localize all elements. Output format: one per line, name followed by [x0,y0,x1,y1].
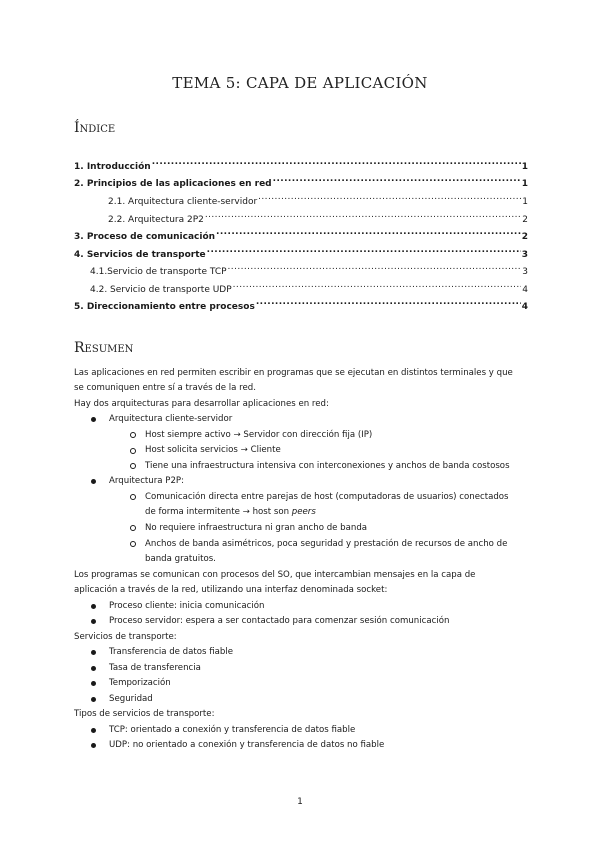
hollow-bullet-icon [130,525,136,531]
toc-entry-label: 4.2. Servicio de transporte UDP [90,285,232,295]
toc-leader [216,225,521,239]
list-item: Anchos de banda asimétricos, poca seguridad y prestación de recursos de ancho de [145,539,508,549]
bullet-icon [91,417,96,422]
toc-entry-label: 2.1. Arquitectura cliente-servidor [108,197,258,207]
toc-entry-label: 2. Principios de las aplicaciones en red [74,179,272,189]
bullet-icon [91,666,96,671]
bullet-icon [91,681,96,686]
toc-entry-label: 3. Proceso de comunicación [74,232,216,242]
toc-entry-page: 1 [521,162,528,172]
bullet-icon [91,604,96,609]
paragraph-line: Hay dos arquitecturas para desarrollar aplicaciones en red: [74,399,329,409]
toc-entry[interactable] [108,190,528,207]
list-item: Arquitectura P2P: [109,476,185,486]
hollow-bullet-icon [130,494,136,500]
toc-entry-page: 4 [521,302,528,312]
toc-entry-page: 1 [522,197,528,207]
bullet-icon [91,743,96,748]
toc-leader [256,295,521,309]
toc-entry[interactable] [108,208,528,225]
list-item: Proceso cliente: inicia comunicación [109,601,265,611]
toc-leader [207,243,521,257]
hollow-bullet-icon [130,463,136,469]
list-item: Seguridad [109,694,153,704]
toc-entry[interactable] [74,155,528,172]
list-item: Arquitectura cliente-servidor [109,414,233,424]
peers-term: peers [291,507,316,517]
toc-entry-label: 1. Introducción [74,162,151,172]
page-number: 1 [297,797,303,807]
list-item: Comunicación directa entre parejas de host (computadoras de usuarios) conectados [145,492,509,502]
toc-entry-page: 2 [521,232,528,242]
toc-leader [228,260,522,274]
list-item: Host siempre activo → Servidor con dirección fija (IP) [145,430,373,440]
hollow-bullet-icon [130,432,136,438]
bullet-icon [91,479,96,484]
summary-heading: Resumen [74,340,134,356]
list-item-text: de forma intermitente → host son [145,507,292,517]
paragraph-line: Los programas se comunican con procesos del SO, que intercambian mensajes en la capa de [74,570,476,580]
paragraph-line: aplicación a través de la red, utilizando una interfaz denominada socket: [74,585,388,595]
toc-entry-label: 4. Servicios de transporte [74,250,206,260]
toc-entry[interactable] [74,225,528,242]
toc-leader [273,172,521,186]
toc-entry[interactable] [74,243,528,260]
toc-leader [152,155,521,169]
toc-entry[interactable] [90,278,528,295]
toc-entry[interactable] [74,295,528,312]
list-item: Tasa de transferencia [109,663,201,673]
list-item-continuation: banda gratuitos. [145,554,216,564]
paragraph-line: Las aplicaciones en red permiten escribir en programas que se ejecutan en distintos terminales y que [74,368,513,378]
list-item: UDP: no orientado a conexión y transferencia de datos no fiable [109,740,385,750]
toc-entry-label: 4.1.Servicio de transporte TCP [90,267,227,277]
toc-leader [258,190,521,204]
list-item: TCP: orientado a conexión y transferencia de datos fiable [109,725,356,735]
toc-entry[interactable] [74,172,528,189]
toc-leader [233,278,522,292]
index-heading: Índice [74,120,116,136]
list-item: Proceso servidor: espera a ser contactado para comenzar sesión comunicación [109,616,450,626]
toc-entry-page: 4 [522,285,528,295]
document-title: TEMA 5: CAPA DE APLICACIÓN [172,74,428,92]
hollow-bullet-icon [130,541,136,547]
toc-entry-label: 2.2. Arquitectura 2P2 [108,215,204,225]
toc-leader [205,208,521,222]
hollow-bullet-icon [130,448,136,454]
bullet-icon [91,697,96,702]
list-item-continuation [145,505,316,521]
list-item: No requiere infraestructura ni gran ancho de banda [145,523,368,533]
toc-entry-label: 5. Direccionamiento entre procesos [74,302,255,312]
paragraph-line: se comuniquen entre sí a través de la red. [74,383,256,393]
bullet-icon [91,619,96,624]
toc-entry-page: 1 [521,179,528,189]
list-item: Transferencia de datos fiable [109,647,234,657]
paragraph-line: Tipos de servicios de transporte: [74,709,215,719]
toc-entry-page: 2 [522,215,528,225]
list-item: Host solicita servicios → Cliente [145,445,281,455]
toc-entry-page: 3 [521,250,528,260]
list-item: Tiene una infraestructura intensiva con interconexiones y anchos de banda costosos [145,461,510,471]
bullet-icon [91,728,96,733]
toc-entry-page: 3 [522,267,528,277]
toc-entry[interactable] [90,260,528,277]
bullet-icon [91,650,96,655]
paragraph-line: Servicios de transporte: [74,632,177,642]
list-item: Temporización [109,678,171,688]
